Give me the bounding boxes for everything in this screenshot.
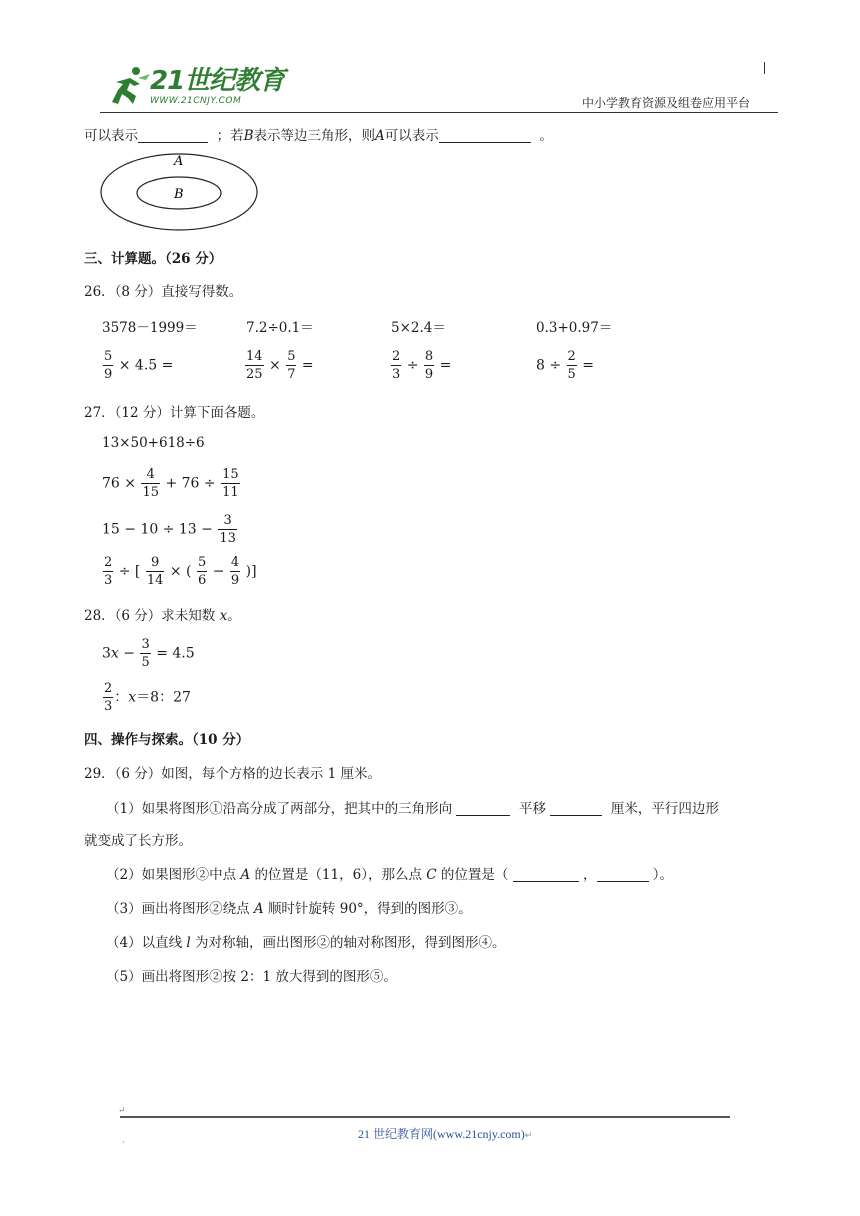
set-diagram [98,150,260,234]
q27-expr-3: 15 − 10 ÷ 13 − $\frac{3}{13}$ [102,513,236,546]
fraction: $\frac{9}{14}$ [146,555,164,588]
fraction: $\frac{5}{7}$ [287,349,296,382]
footer-source: 21 世纪教育网(www.21cnjy.com)↵ [358,1127,533,1141]
q27-expr-1: 13×50+618÷6 [102,435,205,451]
fraction: $\frac{14}{25}$ [246,349,263,382]
fraction: $\frac{2}{5}$ [567,349,576,382]
q29-part-4: （4）以直线 l 为对称轴，画出图形②的轴对称图形，得到图形④。 [106,935,506,951]
q26-item-2: 7.2÷0.1＝ [246,320,314,336]
fraction: $\frac{5}{6}$ [197,555,207,588]
q27-stem: 27．（12 分）计算下面各题。 [84,405,265,421]
dot-mark: · [122,1138,125,1148]
q26-item-8: 8 ÷ $\frac{2}{5}$ = [536,349,595,382]
q27-expr-2: 76 × $\frac{4}{15}$ + 76 ÷ $\frac{15}{11}$ [102,467,239,500]
logo-wordmark: 21世纪教育 [150,66,285,96]
fraction: $\frac{3}{13}$ [219,513,236,546]
footer-divider [120,1116,730,1118]
q26-stem: 26．（8 分）直接写得数。 [84,284,243,300]
q29-part-3: （3）画出将图形②绕点 A 顺时针旋转 90°，得到的图形③。 [106,901,472,917]
q29-stem: 29．（6 分）如图，每个方格的边长表示 1 厘米。 [84,766,381,782]
paragraph-mark-icon: ↵ [524,1130,533,1140]
fraction: $\frac{8}{9}$ [424,349,434,382]
answer-blank[interactable] [138,128,208,143]
fraction: $\frac{2}{3}$ [104,555,113,588]
q28-equation-2: $\frac{2}{3}$ ：x＝8：27 [104,681,191,714]
q28-stem: 28．（6 分）求未知数 x。 [84,608,241,624]
answer-blank[interactable] [513,867,579,882]
q25-continuation: 可以表示 ；若B表示等边三角形，则A可以表示 。 [84,128,553,144]
diagram-label-b: B [174,187,184,202]
text-cursor [764,62,765,74]
diagram-label-a: A [174,154,184,169]
fraction: $\frac{2}{3}$ [104,681,113,714]
header-divider [100,112,778,113]
answer-blank[interactable] [550,801,602,816]
section-4-title: 四、操作与探索。（10 分） [84,732,250,748]
q26-item-3: 5×2.4＝ [391,320,446,336]
q29-part-5: （5）画出将图形②按 2：1 放大得到的图形⑤。 [106,969,397,985]
paragraph-mark-icon: ↵ [118,1106,126,1116]
fraction: $\frac{2}{3}$ [392,349,401,382]
q26-item-7: $\frac{2}{3}$ ÷ $\frac{8}{9}$ = [392,349,452,382]
answer-blank[interactable] [439,128,531,143]
fraction: $\frac{4}{15}$ [142,467,159,500]
answer-blank[interactable] [456,801,510,816]
answer-blank[interactable] [597,867,649,882]
q26-item-6: $\frac{14}{25}$ × $\frac{5}{7}$ = [246,349,314,382]
q26-item-5: $\frac{5}{9}$ × 4.5 = [104,349,174,382]
q26-item-4: 0.3+0.97＝ [536,320,613,336]
fraction: $\frac{4}{9}$ [230,555,240,588]
q29-part-1-cont: 就变成了长方形。 [84,833,192,849]
section-3-title: 三、计算题。（26 分） [84,251,223,267]
q26-item-1: 3578－1999＝ [102,320,198,336]
fraction: $\frac{15}{11}$ [222,467,239,500]
q27-expr-4: $\frac{2}{3}$ ÷ [ $\frac{9}{14}$ × ( $\frac{5}{6}$ − $\frac{4}{9}$ )] [104,555,257,588]
fraction: $\frac{5}{9}$ [104,349,113,382]
runner-logo-icon [106,64,150,108]
platform-title: 中小学教育资源及组卷应用平台 [582,96,751,110]
q29-part-1: （1）如果将图形①沿高分成了两部分，把其中的三角形向 平移 厘米，平行四边形 [106,801,719,817]
q29-part-2: （2）如果图形②中点 A 的位置是（11，6），那么点 C 的位置是（ ， ）。 [106,867,674,883]
logo-url: WWW.21CNJY.COM [150,96,242,106]
q28-equation-1: 3x − $\frac{3}{5}$ = 4.5 [102,637,195,670]
fraction: $\frac{3}{5}$ [141,637,150,670]
